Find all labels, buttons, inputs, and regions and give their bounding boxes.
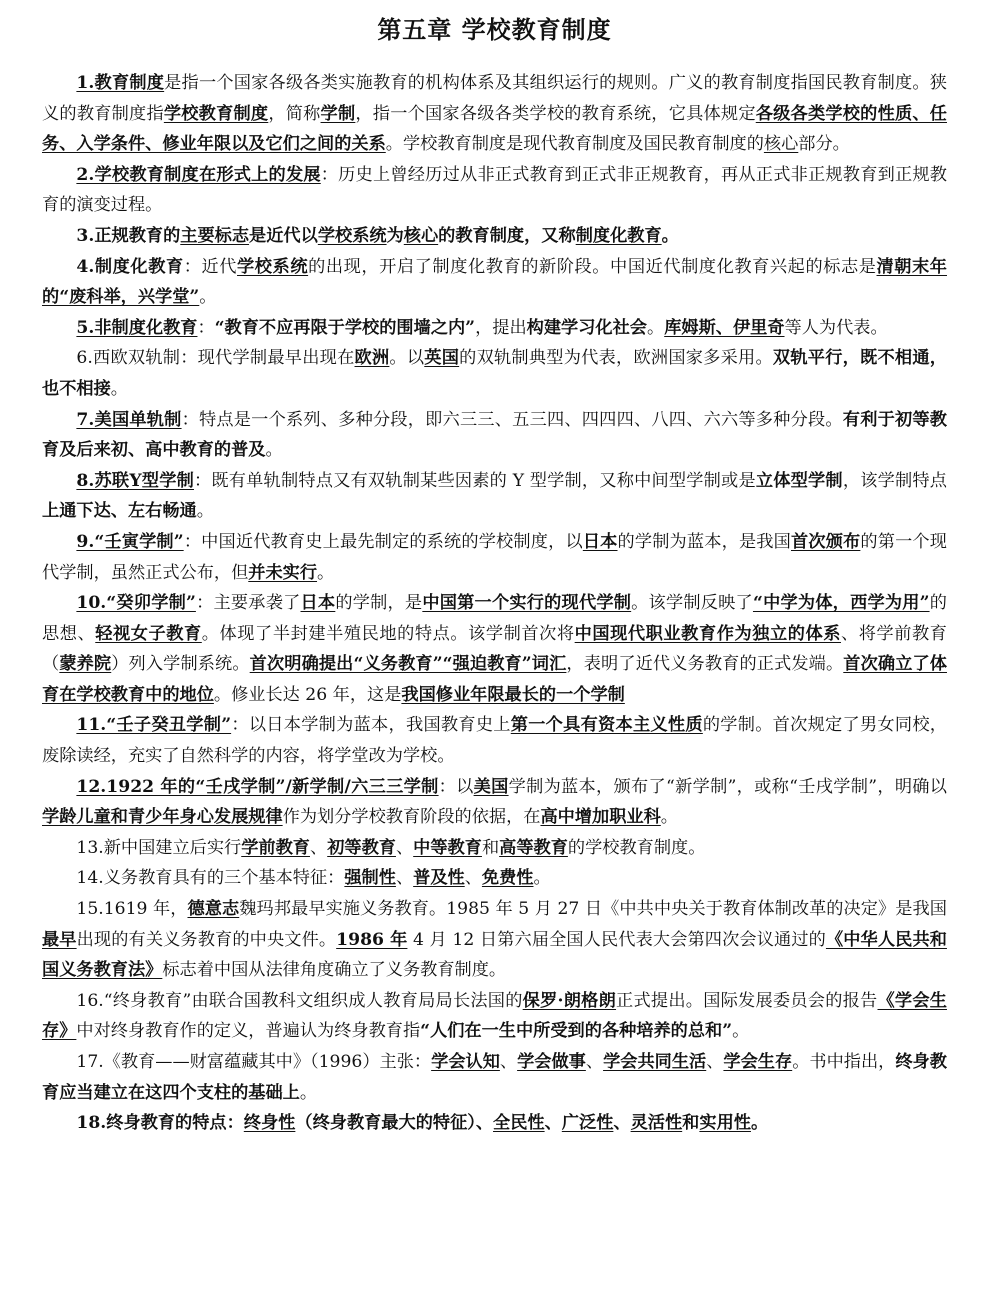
key-term: 学会认知	[431, 1052, 500, 1072]
key-term: 学校系统	[317, 225, 387, 246]
key-term: 9.“壬寅学制”	[76, 531, 184, 552]
paragraph-p7	[42, 405, 947, 466]
bold-text: 终身教育应当建立在这四个支柱的基础上	[42, 1052, 947, 1103]
text-segment: 16.“终身教育”由联合国教科文组织成人教育局局长法国的	[76, 990, 523, 1011]
key-term: 学会生存	[723, 1052, 793, 1072]
bold-text: 18.终身教育的特点：	[76, 1113, 244, 1134]
key-term: 各级各类学校的性质、任务、入学条件、修业年限以及它们之间的关系	[42, 103, 947, 155]
text-segment: ，该学制特点	[842, 470, 947, 491]
key-term: 学前教育	[241, 837, 310, 858]
key-term: 首次确立了体育在学校教育中的地位	[42, 654, 947, 705]
text-segment: ，指一个国家各级各类学校的教育系统，它具体规定	[355, 103, 756, 124]
text-segment: ：以日本学制为蓝本，我国教育史上	[231, 715, 511, 736]
text-segment: ：既有单轨制特点又有双轨制某些因素的 Y 型学制，又称中间型学制或是	[193, 470, 756, 491]
text-segment: ：以	[438, 776, 474, 797]
document-body	[42, 68, 947, 1139]
paragraph-p9	[42, 527, 947, 588]
paragraph-p6	[42, 343, 947, 404]
text-segment: 。体现了半封建半殖民地的特点。该学制首次将	[201, 623, 575, 644]
key-term: “中学为体，西学为用”	[752, 593, 930, 614]
text-segment: ：历史上曾经历过从非正式教育到正式非正规教育，再从正式非正规教育到正规教育的演变过程。	[42, 164, 947, 216]
key-term: 高等教育	[499, 837, 568, 858]
key-term: 保罗·朗格朗	[522, 990, 617, 1011]
text-segment: 、	[395, 868, 414, 889]
bold-text: 。	[750, 1113, 769, 1134]
bold-text: 是近代以	[249, 225, 318, 246]
key-term: 1.教育制度	[76, 73, 165, 93]
text-segment: ，简称	[268, 103, 321, 124]
text-segment: 。	[110, 378, 128, 399]
key-term: 第一个具有资本主义性质	[510, 715, 703, 736]
text-segment: 。	[646, 317, 665, 338]
key-term: 核心	[403, 225, 439, 246]
paragraph-p12	[42, 772, 947, 833]
key-term: 首次颁布	[791, 531, 861, 552]
key-term: 首次明确提出“义务教育”“强迫教育”词汇	[249, 654, 567, 675]
text-segment: 、	[499, 1052, 518, 1072]
key-term: 实用性	[699, 1113, 751, 1134]
text-segment: 是指一个国家各级各类实施教育的机构体系及其组织运行的规则。广义的教育制度指国民教育制度。狭义的教育制度指	[42, 73, 947, 124]
text-segment: 。	[533, 868, 551, 889]
text-segment: 6.西欧双轨制：现代学制最早出现在	[76, 348, 355, 369]
key-term: 美国	[473, 776, 509, 797]
bold-text: 4.制度化教育	[76, 256, 184, 277]
bold-text: （终身教育最大的特征）、	[295, 1113, 494, 1134]
text-segment: ：	[197, 317, 215, 338]
text-segment: 和	[481, 837, 500, 858]
key-term: 终身性	[243, 1113, 296, 1134]
text-segment: 。	[732, 1021, 750, 1042]
key-term: 广泛性	[561, 1113, 614, 1134]
text-segment: 13.新中国建立后实行	[76, 837, 242, 858]
key-term: 7.美国单轨制	[76, 409, 182, 430]
text-segment: 17.《教育——财富蕴藏其中》（1996）主张：	[76, 1052, 432, 1072]
key-term: 日本	[300, 593, 336, 614]
text-segment: 的学校教育制度。	[567, 837, 706, 858]
key-term: 欧洲	[354, 348, 390, 369]
key-term: 普及性	[413, 868, 465, 889]
paragraph-p16	[42, 986, 947, 1047]
text-segment: 的双轨制典型为代表，欧洲国家多采用。	[459, 348, 773, 369]
key-term: 轻视女子教育	[95, 623, 202, 644]
key-term: 学会做事	[517, 1052, 586, 1072]
text-segment: 魏玛邦最早实施义务教育。1985 年 5 月 27 日《中共中央关于教育体制改革的决定》是我国	[239, 899, 947, 920]
text-segment: ，表明了近代义务教育的正式发端。	[566, 654, 844, 675]
key-term: 1986 年	[336, 929, 408, 950]
key-term: 学制	[320, 103, 356, 124]
key-term: 我国修业年限最长的一个学制	[401, 684, 625, 705]
key-term: 《学会生存》	[42, 990, 947, 1042]
text-segment: 的学制为蓝本，是我国	[617, 531, 791, 552]
key-term: 制度化教育	[575, 225, 662, 246]
text-segment: ：近代	[183, 256, 238, 277]
key-term: 强制性	[344, 868, 396, 889]
paragraph-p10	[42, 588, 947, 710]
text-segment: 。学校教育制度是现代教育制度及国民教育制度的	[385, 134, 764, 155]
paragraph-p18	[42, 1108, 947, 1139]
key-term: 10.“癸卯学制”	[76, 593, 196, 614]
text-segment: 正式提出。国际发展委员会的报告	[616, 990, 878, 1011]
text-segment: 等人为代表。	[784, 317, 888, 338]
key-term: 初等教育	[327, 837, 396, 858]
text-segment: 14.义务教育具有的三个基本特征：	[76, 868, 345, 889]
text-segment: 、	[464, 868, 482, 889]
key-term: 灵活性	[630, 1113, 683, 1134]
paragraph-p11	[42, 710, 947, 771]
bold-text: 、	[613, 1113, 631, 1134]
text-segment: 部分。	[798, 134, 850, 155]
text-segment: 、	[310, 837, 328, 858]
paragraph-p3	[42, 221, 947, 252]
bold-text: 构建学习化社会	[526, 317, 647, 338]
underlined-text: 核心	[763, 134, 799, 155]
text-segment: 。	[265, 440, 283, 461]
key-term: 主要标志	[180, 225, 250, 246]
text-segment: 、	[395, 837, 414, 858]
paragraph-p13	[42, 833, 947, 864]
text-segment: 、	[706, 1052, 724, 1072]
bold-text: 为	[386, 225, 404, 246]
key-term: 最早	[42, 929, 77, 950]
key-term: 库姆斯、伊里奇	[664, 317, 785, 338]
key-term: 蒙养院	[59, 654, 112, 675]
text-segment: 的第一个现代学制，虽然正式公布，但	[42, 531, 947, 583]
text-segment: 。	[299, 1082, 318, 1103]
text-segment: 学制为蓝本，颁布了“新学制”，或称“壬戌学制”，明确以	[508, 776, 947, 797]
key-term: 清朝末年的“废科举，兴学堂”	[42, 256, 947, 308]
bold-text: 和	[682, 1113, 700, 1134]
text-segment: ，提出	[475, 317, 527, 338]
text-segment: 。修业长达 26 年，这是	[213, 684, 402, 705]
paragraph-p5	[42, 313, 947, 344]
bold-text: 3.正规教育的	[76, 225, 181, 246]
text-segment: 的学制，是	[335, 593, 423, 614]
text-segment: ：主要承袭了	[195, 593, 301, 614]
text-segment: ：特点是一个系列、多种分段，即六三三、五三四、四四四、八四、六六等多种分段。	[181, 409, 843, 430]
text-segment: ）列入学制系统。	[111, 654, 250, 675]
bold-text: 。	[661, 225, 679, 246]
text-segment: 。	[196, 501, 214, 522]
key-term: 学校教育制度	[163, 103, 269, 124]
key-term: 学会共同生活	[603, 1052, 707, 1072]
text-segment: 、	[585, 1052, 604, 1072]
key-term: 日本	[582, 531, 618, 552]
key-term: 德意志	[187, 899, 240, 920]
paragraph-p17	[42, 1047, 947, 1108]
text-segment: 。	[660, 807, 678, 828]
key-term: 《中华人民共和国义务教育法》	[42, 929, 947, 981]
bold-text: 立体型学制	[755, 470, 843, 491]
key-term: 2.学校教育制度在形式上的发展	[76, 164, 321, 185]
text-segment: 4 月 12 日第六届全国人民代表大会第四次会议通过的	[407, 929, 826, 950]
key-term: 8.苏联Y型学制	[76, 470, 194, 491]
key-term: 免费性	[481, 868, 534, 889]
key-term: 5.非制度化教育	[76, 317, 198, 338]
text-segment: ：中国近代教育史上最先制定的系统的学校制度，以	[183, 531, 583, 552]
bold-text: 有利于初等教育及后来初、高中教育的普及	[42, 409, 947, 461]
key-term: 英国	[424, 348, 460, 369]
key-term: 11.“壬子癸丑学制”	[76, 715, 232, 736]
bold-text: 双轨平行，既不相通，也不相接	[42, 348, 947, 399]
text-segment: 。该学制反映了	[631, 593, 753, 614]
key-term: 12.1922 年的“壬戌学制”/新学制/六三三学制	[76, 776, 439, 797]
paragraph-p1	[42, 68, 947, 160]
key-term: 中国现代职业教育作为独立的体系	[574, 623, 841, 644]
key-term: 学校系统	[237, 256, 309, 277]
text-segment: 。	[199, 287, 217, 308]
text-segment: 。以	[389, 348, 425, 369]
key-term: 并未实行	[248, 562, 318, 583]
text-segment: 出现的有关义务教育的中央文件。	[76, 929, 337, 950]
text-segment: 中对终身教育作的定义，普遍认为终身教育指	[76, 1021, 421, 1042]
paragraph-p4	[42, 252, 947, 313]
key-term: 中等教育	[413, 837, 482, 858]
text-segment: 作为划分学校教育阶段的依据，在	[282, 807, 541, 828]
key-term: 中国第一个实行的现代学制	[422, 593, 632, 614]
text-segment: 的思想、	[42, 593, 947, 644]
key-term: 学龄儿童和青少年身心发展规律	[42, 807, 283, 828]
paragraph-p14	[42, 863, 947, 894]
text-segment: 15.1619 年，	[76, 899, 188, 920]
bold-text: 的教育制度，又称	[438, 225, 576, 246]
paragraph-p2	[42, 160, 947, 221]
bold-text: 上通下达、左右畅通	[42, 501, 197, 522]
paragraph-p15	[42, 894, 947, 986]
text-segment: 标志着中国从法律角度确立了义务教育制度。	[162, 960, 507, 981]
text-segment: 。书中指出，	[792, 1052, 896, 1072]
bold-text: 、	[544, 1113, 562, 1134]
text-segment: 的出现，开启了制度化教育的新阶段。中国近代制度化教育兴起的标志是	[308, 256, 877, 277]
paragraph-p8	[42, 466, 947, 527]
bold-text: “教育不应再限于学校的围墙之内”	[214, 317, 476, 338]
chapter-title: 第五章 学校教育制度	[377, 16, 612, 44]
text-segment: 。	[317, 562, 335, 583]
text-segment: 、将学前教育（	[42, 623, 947, 675]
key-term: 高中增加职业科	[540, 807, 661, 828]
bold-text: “人们在一生中所受到的各种培养的总和”	[420, 1021, 733, 1042]
key-term: 全民性	[493, 1113, 545, 1134]
text-segment: 的学制。首次规定了男女同校，废除读经，充实了自然科学的内容，将学堂改为学校。	[42, 715, 947, 767]
